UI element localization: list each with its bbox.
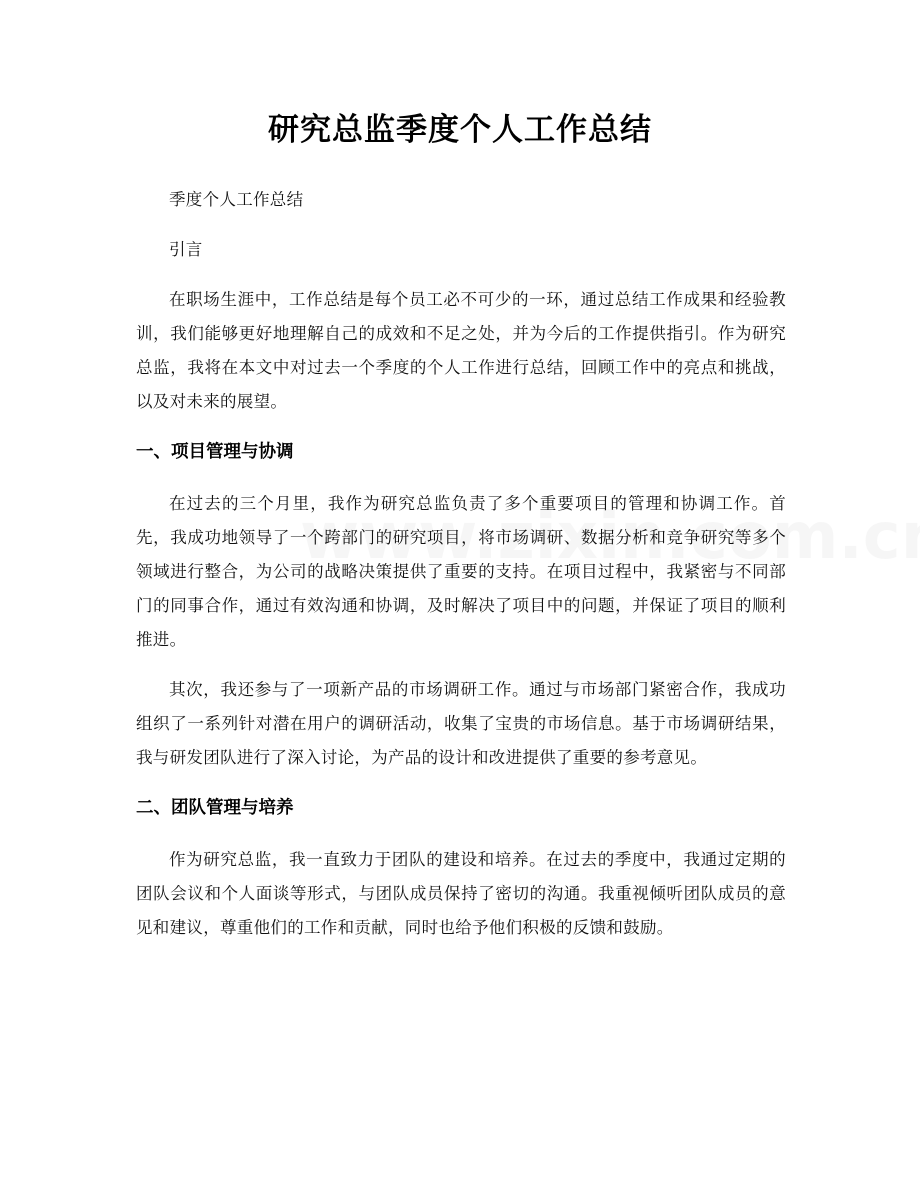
subtitle-line: 季度个人工作总结 <box>169 190 304 209</box>
document-title: 研究总监季度个人工作总结 <box>268 112 652 148</box>
section-heading-team-management: 二、团队管理与培养 <box>136 798 294 818</box>
section-1-paragraph-2: 其次，我还参与了一项新产品的市场调研工作。通过与市场部门紧密合作，我成功组织了一系列针对潜在用户的调研活动，收集了宝贵的市场信息。基于市场调研结果，我与研发团队进行了深入讨论，为产品的设计和改进提供了重要的参考意见。 <box>136 680 786 767</box>
intro-paragraph: 在职场生涯中，工作总结是每个员工必不可少的一环，通过总结工作成果和经验教训，我们能够更好地理解自己的成效和不足之处，并为今后的工作提供指引。作为研究总监，我将在本文中对过去一个季度的个人工作进行总结，回顾工作中的亮点和挑战，以及对未来的展望。 <box>136 290 786 411</box>
intro-label: 引言 <box>169 240 203 259</box>
section-2-paragraph-1: 作为研究总监，我一直致力于团队的建设和培养。在过去的季度中，我通过定期的团队会议和个人面谈等形式，与团队成员保持了密切的沟通。我重视倾听团队成员的意见和建议，尊重他们的工作和贡献，同时也给予他们积极的反馈和鼓励。 <box>136 850 786 937</box>
section-1-paragraph-1: 在过去的三个月里，我作为研究总监负责了多个重要项目的管理和协调工作。首先，我成功地领导了一个跨部门的研究项目，将市场调研、数据分析和竞争研究等多个领域进行整合，为公司的战略决策提供了重要的支持。在项目过程中，我紧密与不同部门的同事合作，通过有效沟通和协调，及时解决了项目中的问题，并保证了项目的顺利推进。 <box>136 494 786 649</box>
section-heading-project-management: 一、项目管理与协调 <box>136 442 294 462</box>
document-body <box>136 183 786 961</box>
